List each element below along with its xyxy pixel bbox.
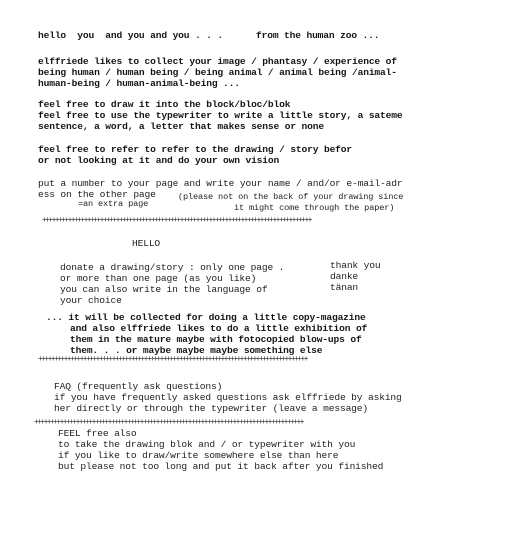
para2-line-1: feel free to draw it into the block/bloc/blok (38, 99, 291, 110)
hello-heading: HELLO (132, 238, 161, 249)
para4-line-1: put a number to your page and write your name / and/or e-mail-adr (38, 178, 403, 189)
feel-free-line-1: to take the drawing blok and / or typewriter with you (58, 439, 356, 450)
para3-line-2: or not looking at it and do your own vision (38, 155, 280, 166)
collected-line-2: and also elffriede likes to do a little exhibition of (70, 323, 368, 334)
collected-line-3: them in the mature maybe with fotocopied blow-ups of (70, 334, 362, 345)
donate-line-4: your choice (60, 295, 122, 306)
greeting-line: hello you and you and you . . . (38, 30, 224, 41)
divider-rule-1: ++++++++++++++++++++++++++++++++++++++++++++++++++++++++++++++++++++++++++++++++++++ (42, 217, 311, 225)
feel-free-line-3: but please not too long and put it back after you finished (58, 461, 384, 472)
para4-line-2: ess on the other page (38, 189, 156, 200)
faq-heading: FAQ (frequently ask questions) (54, 381, 223, 392)
para4-note-1: (please not on the back of your drawing since (178, 192, 404, 202)
feel-free-line-2: if you like to draw/write somewhere else than here (58, 450, 339, 461)
thanks-estonian: tänan (330, 282, 359, 293)
para1-line-1: elffriede likes to collect your image / phantasy / experience of (38, 56, 397, 67)
donate-line-3: you can also write in the language of (60, 284, 268, 295)
para1-line-2: being human / human being / being animal / animal being /animal- (38, 67, 397, 78)
divider-rule-2: ++++++++++++++++++++++++++++++++++++++++++++++++++++++++++++++++++++++++++++++++++++ (38, 356, 307, 364)
thanks-english: thank you (330, 260, 381, 271)
collected-line-4: them. . . or maybe maybe maybe something else (70, 345, 323, 356)
thanks-german: danke (330, 271, 359, 282)
collected-line-1: ... it will be collected for doing a little copy-magazine (46, 312, 366, 323)
faq-line-1: if you have frequently asked questions ask elffriede by asking (54, 392, 402, 403)
feel-free-heading: FEEL free also (58, 428, 137, 439)
para3-line-1: feel free to refer to refer to the drawing / story befor (38, 144, 353, 155)
para4-extra-page: =an extra page (78, 199, 149, 209)
faq-line-2: her directly or through the typewriter (leave a message) (54, 403, 369, 414)
donate-line-1: donate a drawing/story : only one page . (60, 262, 285, 273)
para2-line-2: feel free to use the typewriter to write a little story, a sateme (38, 110, 403, 121)
para1-line-3: human-being / human-animal-being ... (38, 78, 240, 89)
para2-line-3: sentence, a word, a letter that makes sense or none (38, 121, 324, 132)
donate-line-2: or more than one page (as you like) (60, 273, 257, 284)
from-human-zoo: from the human zoo ... (256, 30, 380, 41)
para4-note-2: it might come through the paper) (234, 203, 395, 213)
divider-rule-3: ++++++++++++++++++++++++++++++++++++++++++++++++++++++++++++++++++++++++++++++++++++ (34, 419, 303, 427)
